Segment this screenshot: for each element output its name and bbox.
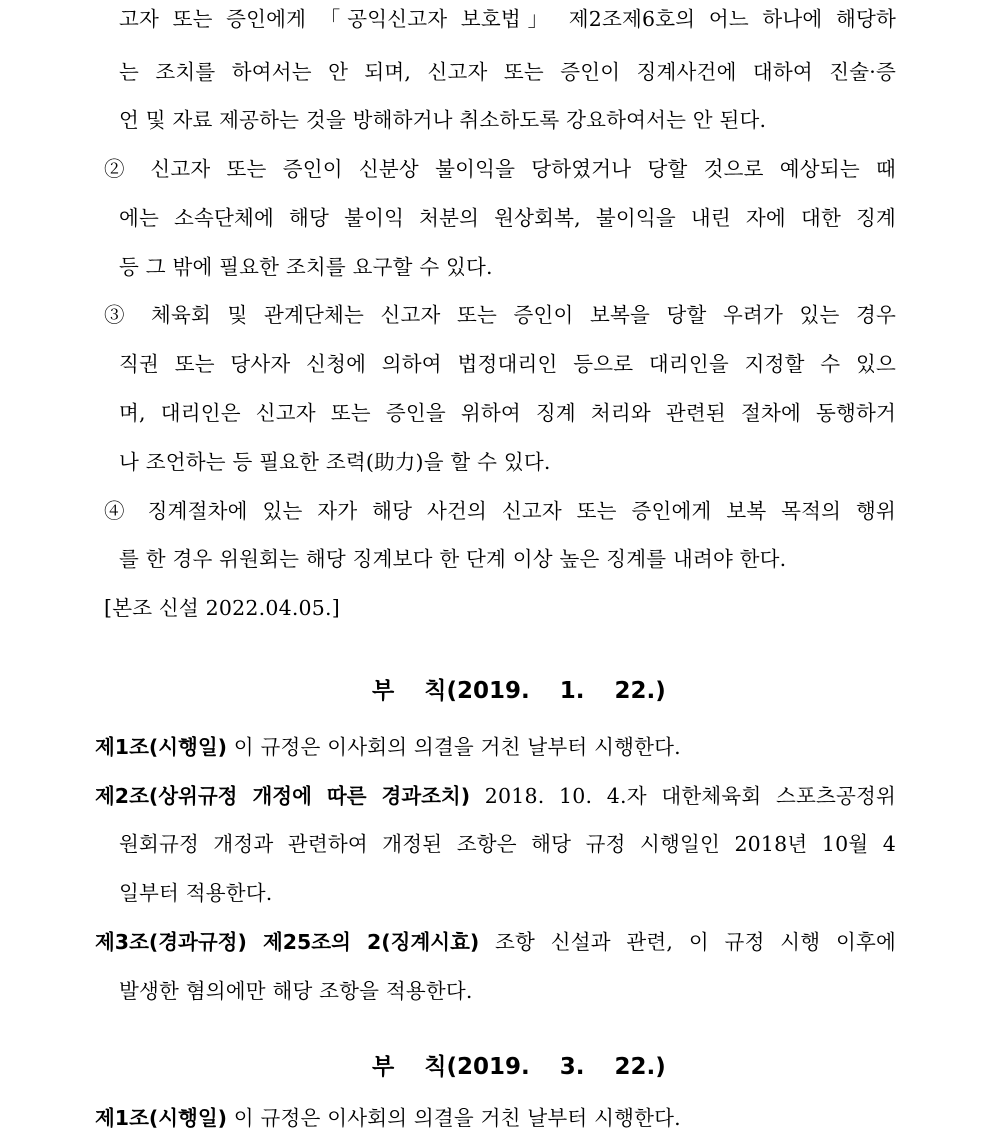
- paragraph-3-line: 직권 또는 당사자 신청에 의하여 법정대리인 등으로 대리인을 지정할 수 있으: [119, 352, 896, 376]
- paragraph-3-line: ③ 체육회 및 관계단체는 신고자 또는 증인이 보복을 당할 우려가 있는 경우: [104, 303, 896, 327]
- article-title: 제1조(시행일): [95, 1106, 228, 1130]
- paragraph-3-line: 며, 대리인은 신고자 또는 증인을 위하여 징계 처리와 관련된 절차에 동행하거: [119, 401, 896, 425]
- article-line: [95, 928, 896, 956]
- paragraph-line: 언 및 자료 제공하는 것을 방해하거나 취소하도록 강요하여서는 안 된다.: [119, 108, 767, 132]
- addendum-heading: 부 칙(2019. 3. 22.): [372, 1054, 666, 1080]
- article-title: 제2조(상위규정 개정에 따른 경과조치): [95, 784, 471, 808]
- article-line: [95, 1104, 681, 1132]
- paragraph-4-line: ④ 징계절차에 있는 자가 해당 사건의 신고자 또는 증인에게 보복 목적의 행위: [104, 499, 896, 523]
- paragraph-2-line: 등 그 밖에 필요한 조치를 요구할 수 있다.: [119, 255, 493, 279]
- amendment-note: [본조 신설 2022.04.05.]: [104, 596, 340, 620]
- article-text: 이 규정은 이사회의 의결을 거친 날부터 시행한다.: [233, 1106, 681, 1130]
- paragraph-2-line: ② 신고자 또는 증인이 신분상 불이익을 당하였거나 당할 것으로 예상되는 때: [104, 157, 896, 181]
- paragraph-line: 는 조치를 하여서는 안 되며, 신고자 또는 증인이 징계사건에 대하여 진술·증: [119, 60, 896, 84]
- article-line: [95, 733, 681, 761]
- paragraph-3-line: 나 조언하는 등 필요한 조력(助力)을 할 수 있다.: [119, 450, 551, 474]
- paragraph-2-line: 에는 소속단체에 해당 불이익 처분의 원상회복, 불이익을 내린 자에 대한 징계: [119, 206, 896, 230]
- addendum-heading: 부 칙(2019. 1. 22.): [372, 678, 666, 704]
- article-line: 일부터 적용한다.: [119, 881, 273, 905]
- article-title: 제1조(시행일): [95, 735, 228, 759]
- paragraph-4-line: 를 한 경우 위원회는 해당 징계보다 한 단계 이상 높은 징계를 내려야 한다.: [119, 547, 787, 571]
- article-text: 2018. 10. 4.자 대한체육회 스포츠공정위: [484, 784, 896, 808]
- paragraph-line: 고자 또는 증인에게 「공익신고자 보호법」 제2조제6호의 어느 하나에 해당하: [119, 7, 896, 31]
- article-line: [95, 782, 896, 810]
- article-text: 조항 신설과 관련, 이 규정 시행 이후에: [494, 930, 896, 954]
- article-text: 이 규정은 이사회의 의결을 거친 날부터 시행한다.: [233, 735, 681, 759]
- article-line: 발생한 혐의에만 해당 조항을 적용한다.: [119, 979, 473, 1003]
- article-line: 원회규정 개정과 관련하여 개정된 조항은 해당 규정 시행일인 2018년 10월 4: [119, 832, 896, 856]
- article-title: 제3조(경과규정) 제25조의 2(징계시효): [95, 930, 480, 954]
